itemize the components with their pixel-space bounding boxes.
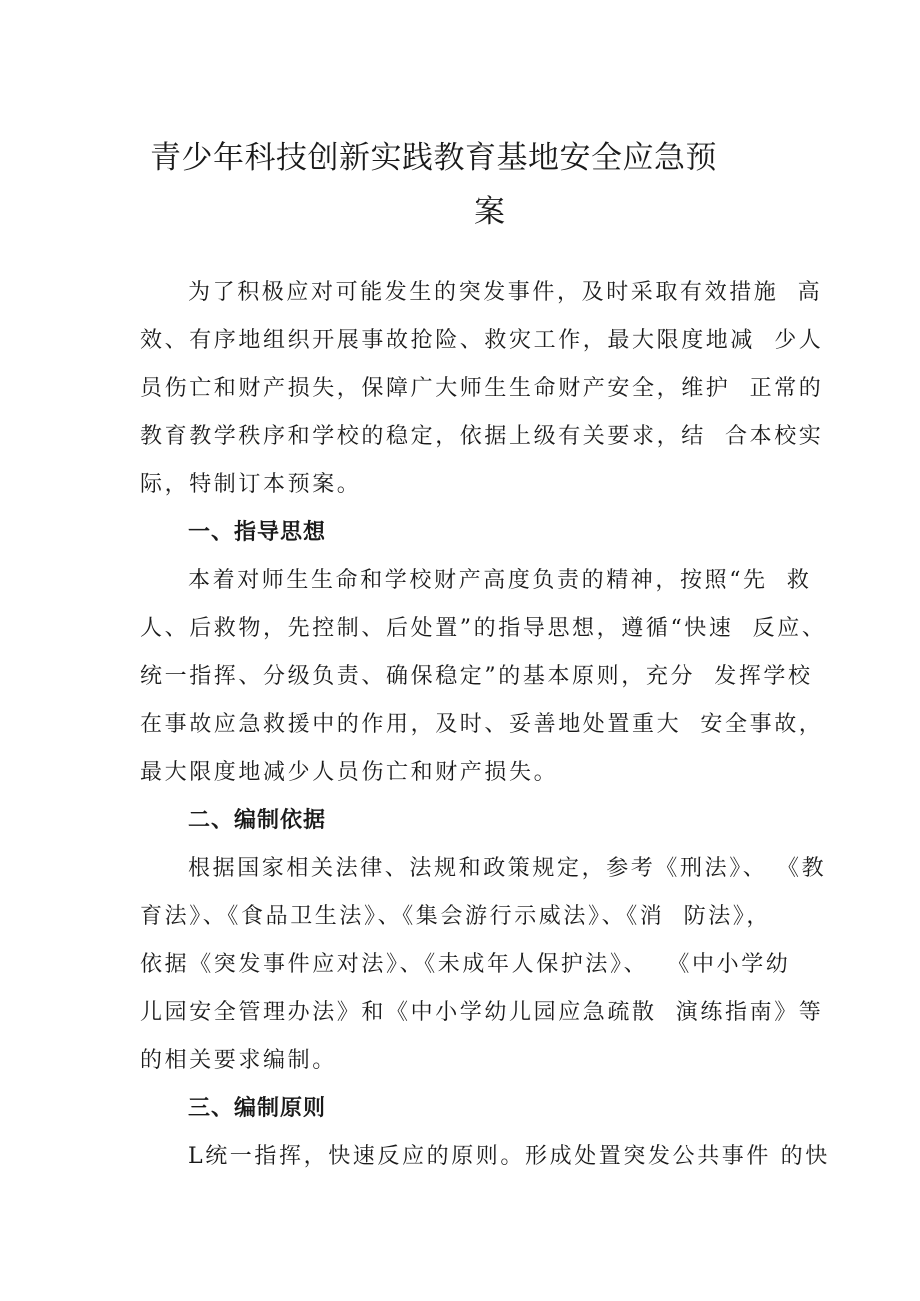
document-title-line2: 案	[474, 194, 506, 230]
intro-line-1: 为了积极应对可能发生的突发事件，及时采取有效措施 高	[188, 280, 823, 305]
section1-line-3: 统一指挥、分级负责、确保稳定”的基本原则，充分 发挥学校	[140, 664, 813, 689]
intro-line-2: 效、有序地组织开展事故抢险、救灾工作，最大限度地减 少人	[140, 328, 824, 353]
section2-line-4: 儿园安全管理办法》和《中小学幼儿园应急疏散 演练指南》等	[140, 1000, 824, 1025]
section1-line-5: 最大限度地减少人员伤亡和财产损失。	[140, 760, 559, 785]
section2-line-1: 根据国家相关法律、法规和政策规定，参考《刑法》、 《教	[188, 856, 827, 881]
section1-line-4: 在事故应急救援中的作用，及时、妥善地处置重大 安全事故，	[140, 712, 824, 737]
section1-line-2: 人、后救物，先控制、后处置”的指导思想，遵循“快速 反应、	[140, 616, 827, 641]
section2-line-5: 的相关要求编制。	[140, 1048, 337, 1073]
intro-line-4: 教育教学秩序和学校的稳定，依据上级有关要求，结 合本校实	[140, 424, 824, 449]
intro-line-5: 际，特制订本预案。	[140, 472, 362, 497]
section2-heading: 二、编制依据	[188, 808, 327, 833]
section1-heading: 一、指导思想	[188, 520, 327, 545]
section2-line-3: 依据《突发事件应对法》、《未成年人保护法》、 《中小学幼	[140, 952, 791, 977]
section2-line-2: 育法》、《食品卫生法》、《集会游行示威法》、《消 防法》，	[140, 904, 771, 929]
section3-heading: 三、编制原则	[188, 1096, 327, 1121]
section1-line-1: 本着对师生生命和学校财产高度负责的精神，按照“先 救	[188, 568, 812, 593]
intro-line-3: 员伤亡和财产损失，保障广大师生生命财产安全，维护 正常的	[140, 376, 824, 401]
section3-line-1: L统一指挥，快速反应的原则。形成处置突发公共事件 的快	[188, 1144, 830, 1169]
document-title-line1: 青少年科技创新实践教育基地安全应急预	[150, 140, 717, 176]
